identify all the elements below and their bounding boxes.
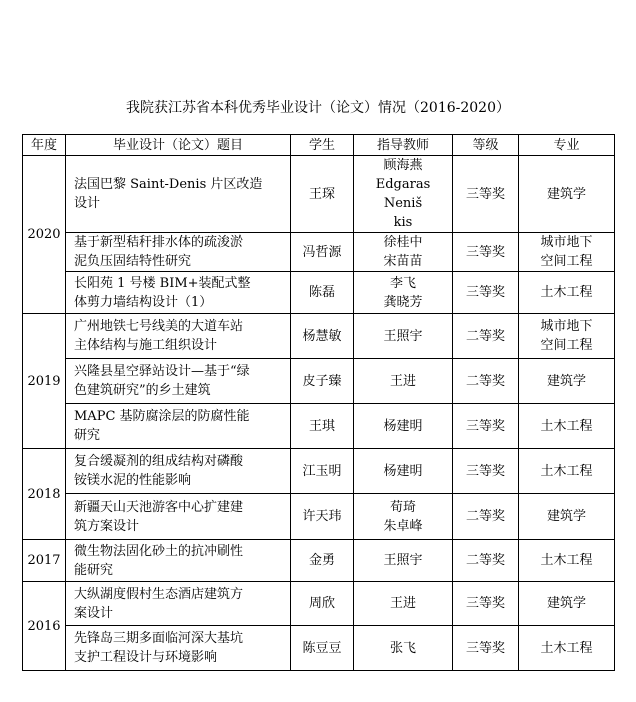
topic-line: 广州地铁七号线美的大道车站 [74, 319, 244, 334]
student-cell: 皮子臻 [291, 359, 354, 404]
advisor-cell [354, 359, 453, 404]
major-line: 土木工程 [540, 418, 593, 434]
advisor-cell [354, 582, 453, 626]
topic-line: 兴隆县星空驿站设计—基于“绿 [74, 364, 250, 379]
major-cell [519, 359, 615, 404]
major-cell [519, 626, 615, 671]
major-line: 建筑学 [546, 373, 586, 389]
table-row [23, 156, 615, 233]
advisor-line: 宋苗苗 [383, 254, 423, 269]
header-student: 学生 [291, 135, 354, 156]
topic-line: 主体结构与施工组织设计 [74, 338, 218, 353]
advisor-cell [354, 449, 453, 494]
grade-cell: 三等奖 [453, 272, 519, 314]
advisor-line: 朱卓峰 [383, 518, 423, 534]
student-cell: 金勇 [291, 540, 354, 582]
topic-line: 能研究 [74, 562, 114, 578]
grade-cell: 二等奖 [453, 540, 519, 582]
student-cell: 王琛 [291, 156, 354, 233]
grade-cell: 三等奖 [453, 156, 519, 233]
grade-cell: 二等奖 [453, 494, 519, 540]
advisor-cell [354, 540, 453, 582]
advisor-line: 张飞 [389, 640, 416, 656]
topic-line: 法国巴黎 Saint-Denis 片区改造 [74, 177, 263, 192]
header-major: 专业 [519, 135, 615, 156]
table-row [23, 449, 615, 494]
advisor-line: 李飞 [389, 275, 416, 291]
advisor-cell [354, 494, 453, 540]
table-row [23, 272, 615, 314]
advisor-line: 王照宇 [383, 553, 423, 568]
header-topic: 毕业设计（论文）题目 [66, 135, 291, 156]
student-cell: 陈豆豆 [291, 626, 354, 671]
topic-cell [66, 540, 291, 582]
year-cell: 2018 [23, 449, 66, 540]
major-line: 空间工程 [540, 254, 593, 269]
table-row [23, 233, 615, 272]
advisor-line: Edgaras Neniš [375, 177, 431, 211]
topic-cell [66, 404, 291, 449]
major-line: 建筑学 [546, 186, 586, 202]
table-header-row [23, 135, 615, 156]
major-cell [519, 449, 615, 494]
major-line: 城市地下 [540, 319, 593, 334]
advisor-cell [354, 156, 453, 233]
advisor-line: 王进 [389, 373, 416, 389]
document-title: 我院获江苏省本科优秀毕业设计（论文）情况（2016-2020） [126, 100, 510, 116]
topic-cell [66, 626, 291, 671]
topic-cell [66, 359, 291, 404]
major-cell [519, 494, 615, 540]
table-row [23, 359, 615, 404]
table-row [23, 494, 615, 540]
major-line: 土木工程 [540, 640, 593, 656]
grade-cell: 三等奖 [453, 233, 519, 272]
student-cell: 许天玮 [291, 494, 354, 540]
topic-line: 体剪力墙结构设计（1） [74, 294, 213, 310]
table-row [23, 314, 615, 359]
advisor-line: kis [393, 215, 413, 230]
major-line: 土木工程 [540, 553, 593, 568]
major-line: 土木工程 [540, 285, 593, 300]
grade-cell: 三等奖 [453, 626, 519, 671]
topic-line: 微生物法固化砂土的抗冲刷性 [74, 543, 244, 559]
student-cell: 冯哲源 [291, 233, 354, 272]
topic-line: 泥负压固结特性研究 [74, 254, 192, 269]
advisor-line: 龚晓芳 [383, 294, 423, 310]
topic-cell [66, 272, 291, 314]
topic-line: 筑方案设计 [74, 518, 140, 534]
table-body [23, 156, 615, 671]
topic-cell [66, 582, 291, 626]
advisor-line: 顾海燕 [383, 158, 423, 173]
student-cell: 王琪 [291, 404, 354, 449]
advisor-line: 王照宇 [383, 328, 423, 344]
student-cell: 陈磊 [291, 272, 354, 314]
table-row [23, 626, 615, 671]
year-cell: 2020 [23, 156, 66, 314]
year-cell: 2019 [23, 314, 66, 449]
major-cell [519, 540, 615, 582]
topic-cell [66, 233, 291, 272]
major-line: 空间工程 [540, 338, 593, 353]
advisor-line: 徐桂中 [383, 235, 423, 250]
header-year: 年度 [23, 135, 66, 156]
topic-line: 色建筑研究”的乡土建筑 [74, 383, 211, 398]
major-line: 建筑学 [546, 596, 586, 611]
awards-table [22, 134, 615, 671]
major-cell [519, 233, 615, 272]
header-grade: 等级 [453, 135, 519, 156]
advisor-line: 杨建明 [383, 463, 423, 479]
topic-line: 支护工程设计与环境影响 [74, 650, 218, 665]
advisor-cell [354, 404, 453, 449]
grade-cell: 三等奖 [453, 449, 519, 494]
advisor-cell [354, 314, 453, 359]
major-cell [519, 582, 615, 626]
major-cell [519, 156, 615, 233]
topic-line: 复合缓凝剂的组成结构对磷酸 [74, 454, 244, 469]
year-cell: 2016 [23, 582, 66, 671]
student-cell: 杨慧敏 [291, 314, 354, 359]
student-cell: 江玉明 [291, 449, 354, 494]
advisor-cell [354, 233, 453, 272]
topic-line: 铵镁水泥的性能影响 [74, 473, 192, 488]
student-cell: 周欣 [291, 582, 354, 626]
table-row [23, 540, 615, 582]
advisor-line: 王进 [389, 596, 416, 611]
topic-line: 研究 [74, 428, 101, 443]
advisor-cell [354, 272, 453, 314]
header-advisor: 指导教师 [354, 135, 453, 156]
topic-cell [66, 314, 291, 359]
major-line: 城市地下 [540, 235, 593, 250]
topic-line: 长阳苑 1 号楼 BIM+装配式整 [74, 275, 251, 291]
topic-line: 先锋岛三期多面临河深大基坑 [74, 631, 244, 646]
advisor-cell [354, 626, 453, 671]
grade-cell: 三等奖 [453, 582, 519, 626]
table-row [23, 582, 615, 626]
advisor-line: 荀琦 [389, 499, 416, 515]
topic-line: MAPC 基防腐涂层的防腐性能 [74, 409, 250, 424]
topic-line: 案设计 [74, 605, 114, 621]
advisor-line: 杨建明 [383, 418, 423, 434]
topic-line: 新疆天山天池游客中心扩建建 [74, 499, 244, 515]
major-cell [519, 272, 615, 314]
table-row [23, 404, 615, 449]
major-line: 土木工程 [540, 463, 593, 479]
topic-cell [66, 449, 291, 494]
grade-cell: 二等奖 [453, 314, 519, 359]
major-cell [519, 404, 615, 449]
grade-cell: 二等奖 [453, 359, 519, 404]
year-cell: 2017 [23, 540, 66, 582]
major-cell [519, 314, 615, 359]
topic-cell [66, 494, 291, 540]
major-line: 建筑学 [546, 509, 586, 524]
topic-line: 大纵湖度假村生态酒店建筑方 [74, 586, 244, 602]
topic-line: 设计 [74, 196, 101, 211]
topic-line: 基于新型秸秆排水体的疏浚淤 [74, 235, 244, 250]
topic-cell [66, 156, 291, 233]
grade-cell: 三等奖 [453, 404, 519, 449]
